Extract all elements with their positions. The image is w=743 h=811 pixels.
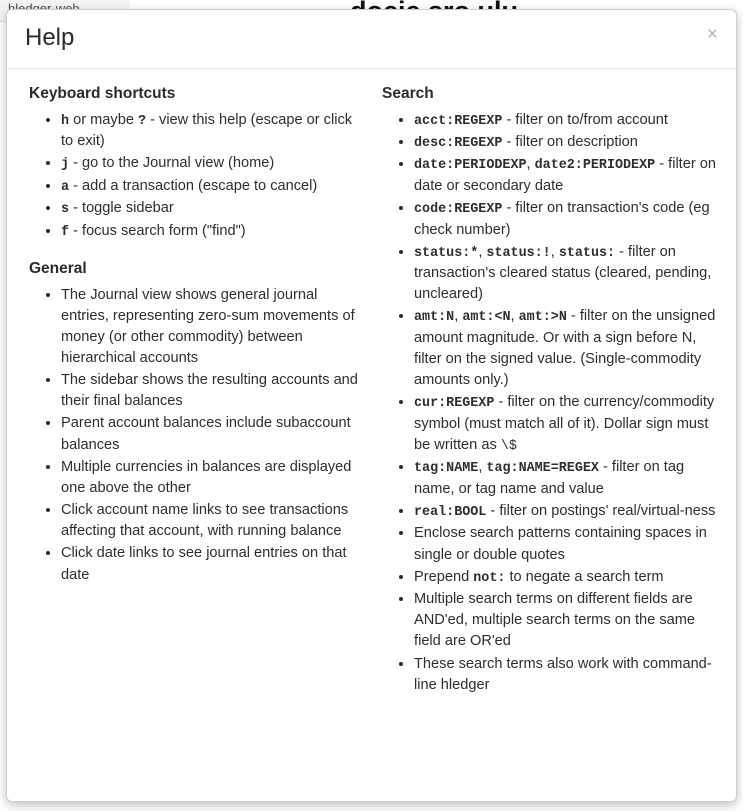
item-text: - filter on the unsigned amount magnitude. Or with a sign before N, filter on the signed value. (Single-commodity amounts only.) bbox=[414, 308, 716, 389]
code-token: amt:>N bbox=[518, 310, 567, 326]
list-item bbox=[414, 501, 722, 522]
list-item bbox=[61, 176, 368, 197]
item-text: - filter on postings' real/virtual-ness bbox=[486, 502, 716, 519]
item-text: - filter on description bbox=[502, 134, 638, 151]
code-token: status: bbox=[558, 245, 616, 261]
code-token: a bbox=[61, 179, 70, 195]
keyboard-shortcuts-list bbox=[21, 110, 368, 242]
item-text: Click date links to see journal entries on that date bbox=[61, 545, 347, 583]
general-list bbox=[21, 285, 368, 586]
item-text: Prepend bbox=[414, 568, 474, 585]
code-token: amt:N bbox=[414, 310, 455, 326]
code-token: j bbox=[61, 157, 70, 173]
list-item bbox=[414, 154, 722, 197]
code-token: date:PERIODEXP bbox=[414, 158, 527, 174]
item-text: - toggle sidebar bbox=[69, 200, 174, 217]
list-item bbox=[61, 153, 368, 174]
item-text: , bbox=[510, 308, 519, 325]
item-text: - filter on the currency/commodity symbol (must match all of it). Dollar sign must be written as bbox=[414, 394, 715, 453]
item-text: Multiple search terms on different fields are AND'ed, multiple search terms on the same field are OR'ed bbox=[414, 591, 696, 650]
mono-token: \$ bbox=[500, 438, 517, 454]
list-item bbox=[61, 221, 368, 242]
list-item bbox=[414, 654, 722, 696]
section-heading-keyboard-shortcuts: Keyboard shortcuts bbox=[29, 85, 176, 102]
list-item bbox=[414, 567, 722, 588]
code-token: tag:NAME bbox=[414, 461, 479, 477]
list-item bbox=[414, 198, 722, 241]
item-text: - go to the Journal view (home) bbox=[69, 155, 275, 172]
item-text: , bbox=[550, 243, 559, 260]
list-item bbox=[414, 242, 722, 306]
code-token: h bbox=[61, 113, 70, 129]
item-text: - filter on tag name, or tag name and value bbox=[414, 459, 685, 497]
item-text: Parent account balances include subaccount balances bbox=[61, 415, 351, 453]
list-item bbox=[414, 306, 722, 391]
item-text: , bbox=[454, 308, 463, 325]
code-token: f bbox=[61, 224, 70, 240]
code-token: s bbox=[61, 202, 70, 218]
list-item bbox=[61, 285, 368, 370]
item-text: The sidebar shows the resulting accounts and their final balances bbox=[61, 372, 358, 410]
search-list bbox=[374, 110, 722, 696]
item-text: , bbox=[478, 243, 487, 260]
item-text: - filter on to/from account bbox=[502, 111, 668, 128]
list-item bbox=[61, 500, 368, 542]
code-token: date2:PERIODEXP bbox=[534, 158, 656, 174]
code-token: status:! bbox=[486, 245, 551, 261]
item-text: - filter on transaction's code (eg check number) bbox=[414, 200, 710, 238]
item-text: Multiple currencies in balances are displayed one above the other bbox=[61, 458, 352, 496]
list-item bbox=[61, 110, 368, 153]
item-text: , bbox=[478, 459, 487, 476]
list-item bbox=[414, 457, 722, 500]
list-item bbox=[61, 413, 368, 455]
modal-header bbox=[7, 10, 736, 69]
item-text: - focus search form ("find") bbox=[69, 222, 246, 239]
section-heading-general: General bbox=[29, 259, 87, 277]
code-token: cur:REGEXP bbox=[414, 396, 495, 412]
list-item bbox=[61, 370, 368, 412]
item-text: to negate a search term bbox=[505, 568, 664, 585]
list-item bbox=[61, 543, 368, 585]
item-text: - filter on date or secondary date bbox=[414, 156, 716, 194]
code-token: acct:REGEXP bbox=[414, 113, 503, 129]
help-modal bbox=[6, 9, 737, 802]
item-text: Enclose search patterns containing spaces in single or double quotes bbox=[414, 525, 707, 563]
list-item bbox=[414, 523, 722, 565]
code-token: tag:NAME=REGEX bbox=[486, 461, 599, 477]
code-token: amt:<N bbox=[462, 310, 511, 326]
code-token: status:* bbox=[414, 245, 479, 261]
item-text: Click account name links to see transactions affecting that account, with running balance bbox=[61, 502, 349, 540]
item-text: or maybe bbox=[69, 111, 138, 128]
close-icon[interactable]: × bbox=[703, 23, 722, 46]
list-item bbox=[414, 392, 722, 456]
list-item bbox=[414, 110, 722, 131]
code-token: desc:REGEXP bbox=[414, 136, 503, 152]
modal-body bbox=[7, 69, 736, 707]
help-column-right bbox=[374, 85, 722, 697]
item-text: These search terms also work with command-line hledger bbox=[414, 655, 712, 693]
code-token: not: bbox=[473, 570, 506, 586]
list-item bbox=[414, 132, 722, 153]
section-heading-search: Search bbox=[382, 85, 434, 102]
item-text: - add a transaction (escape to cancel) bbox=[69, 177, 318, 194]
modal-title: Help bbox=[25, 24, 75, 51]
list-item bbox=[414, 589, 722, 652]
item-text: - filter on transaction's cleared status (cleared, pending, uncleared) bbox=[414, 243, 712, 303]
item-text: - view this help (escape or click to exit) bbox=[61, 111, 353, 150]
code-token: code:REGEXP bbox=[414, 202, 503, 218]
item-text: The Journal view shows general journal entries, representing zero-sum movements of money (or other commodity) between hierarchical accounts bbox=[61, 286, 355, 366]
help-column-left bbox=[21, 85, 374, 697]
list-item bbox=[61, 198, 368, 219]
code-token: real:BOOL bbox=[414, 504, 487, 520]
code-token: ? bbox=[138, 113, 147, 129]
list-item bbox=[61, 457, 368, 499]
item-text: , bbox=[526, 156, 535, 173]
